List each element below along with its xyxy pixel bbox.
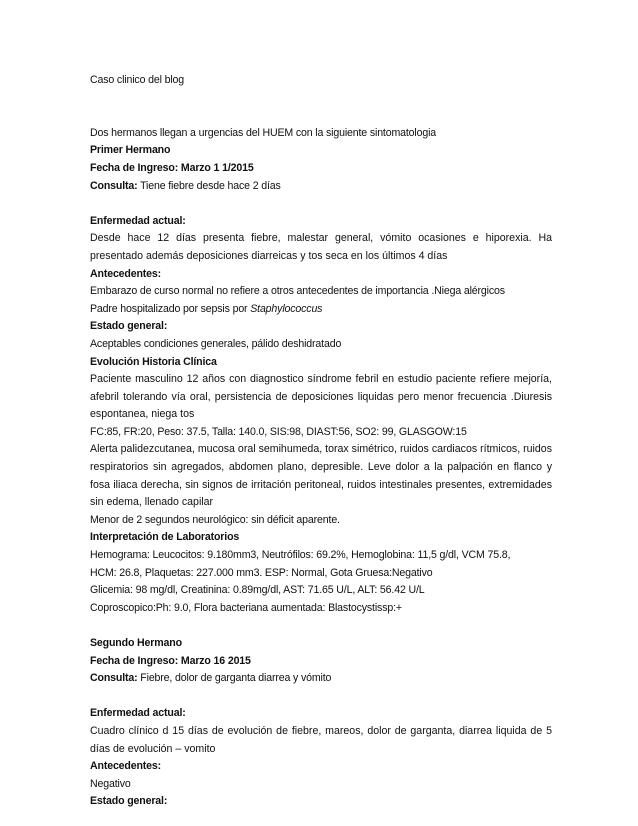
vital-signs: FC:85, FR:20, Peso: 37.5, Talla: 140.0, SIS:98, DIAST:56, SO2: 99, GLASGOW:15 (90, 425, 467, 438)
estado-general-label-2: Estado general: (90, 795, 168, 808)
lab-line-1: Hemograma: Leucocitos: 9.180mm3, Neutrófilos: 69.2%, Hemoglobina: 11,5 g/dl, VCM 75.8, (90, 549, 511, 562)
antecedentes-text-2: Negativo (90, 777, 131, 790)
evolucion-label: Evolución Historia Clínica (90, 355, 217, 368)
intro-text: Dos hermanos llegan a urgencias del HUEM con la siguiente sintomatologia (90, 126, 437, 139)
fecha-ingreso-2: Fecha de Ingreso: Marzo 16 2015 (90, 654, 251, 667)
estado-general-text-1: Aceptables condiciones generales, pálido deshidratado (90, 337, 342, 350)
consulta-label: Consulta: (90, 179, 138, 192)
document-title: Caso clinico del blog (90, 74, 185, 86)
consulta-text: Tiene fiebre desde hace 2 días (137, 179, 281, 192)
antecedentes-label-1: Antecedentes: (90, 267, 162, 280)
lab-line-3: Glicemia: 98 mg/dl, Creatinina: 0.89mg/dl, AST: 71.65 U/L, ALT: 56.42 U/L (90, 584, 425, 597)
laboratorios-label: Interpretación de Laboratorios (90, 531, 240, 544)
enfermedad-actual-text-2: Cuadro clínico d 15 días de evolución de fiebre, mareos, dolor de garganta, diarrea liquida de 5 días de evolución – vomito (90, 724, 552, 755)
section-heading-segundo-hermano: Segundo Hermano (90, 637, 182, 649)
fecha-ingreso-1: Fecha de Ingreso: Marzo 1 1/2015 (90, 161, 254, 174)
lab-line-2: HCM: 26.8, Plaquetas: 227.000 mm3. ESP: Normal, Gota Gruesa:Negativo (90, 566, 433, 579)
evolucion-paragraph-2: Alerta palidezcutanea, mucosa oral semihumeda, torax simétrico, ruidos cardiacos rítmicos, ruidos respiratorios sin agregados, abdomen plano, depresible. Leve dolor a la palpación en flanco y fosa iliaca derecha, sin signos de irritación peritoneal, ruidos intestinales presentes, extremidades sin edema, llenado capilar (90, 443, 552, 509)
consulta-text: Fiebre, dolor de garganta diarrea y vómito (137, 672, 332, 685)
consulta-label: Consulta: (90, 672, 138, 685)
enfermedad-actual-text-1: Desde hace 12 días presenta fiebre, malestar general, vómito ocasiones e hiporexia. Ha presentado además deposiciones diarreicas y tos seca en los últimos 4 días (90, 232, 552, 262)
section-heading-primer-hermano: Primer Hermano (90, 144, 171, 157)
consulta-2 (90, 670, 552, 688)
evolucion-line-3: Menor de 2 segundos neurológico: sin déficit aparente. (90, 513, 340, 526)
enfermedad-actual-label-1: Enfermedad actual: (90, 214, 186, 227)
estado-general-label-1: Estado general: (90, 320, 168, 333)
lab-line-4: Coproscopico:Ph: 9.0, Flora bacteriana aumentada: Blastocystissp:+ (90, 601, 402, 614)
organism-name: Staphylococcus (250, 302, 323, 315)
antecedentes-label-2: Antecedentes: (90, 760, 162, 773)
enfermedad-actual-label-2: Enfermedad actual: (90, 707, 186, 720)
consulta-1 (90, 178, 552, 196)
antecedentes-line-1: Embarazo de curso normal no refiere a otros antecedentes de importancia .Niega alérgicos (90, 285, 505, 298)
antecedentes-line-2 (90, 301, 552, 319)
evolucion-paragraph-1: Paciente masculino 12 años con diagnostico síndrome febril en estudio paciente refiere mejoría, afebril tolerando vía oral, persistencia de deposiciones liquidas pero menor frecuencia .Diuresis espontanea, niega tos (90, 373, 552, 421)
antecedentes-line-2-text: Padre hospitalizado por sepsis por (90, 302, 251, 315)
